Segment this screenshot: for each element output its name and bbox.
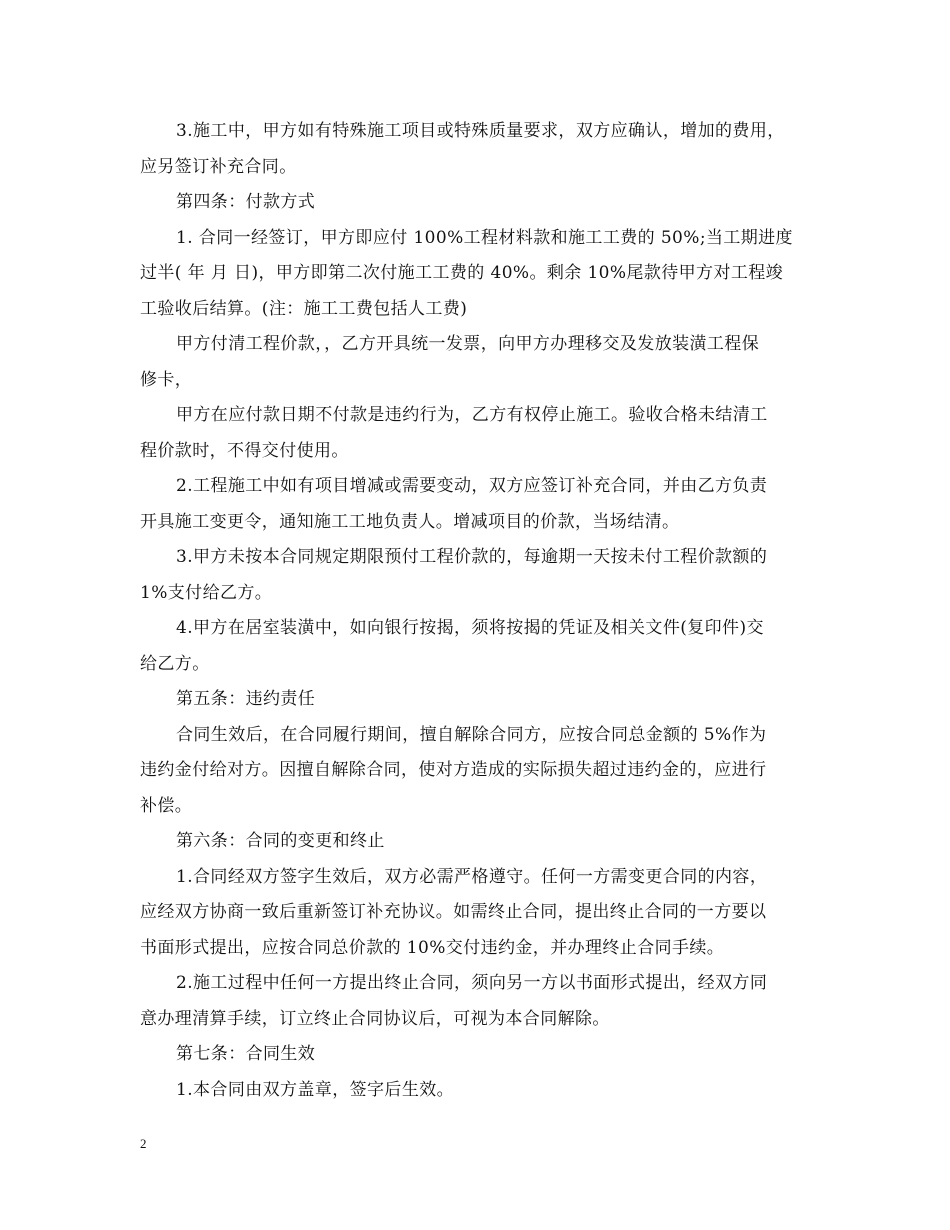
paragraph bbox=[140, 114, 830, 185]
paragraph-line: 2.施工过程中任何一方提出终止合同，须向另一方以书面形式提出，经双方同 bbox=[176, 973, 768, 993]
paragraph-line: 程价款时，不得交付使用。 bbox=[140, 440, 349, 461]
paragraph-line: 1.本合同由双方盖章，签字后生效。 bbox=[176, 1079, 455, 1100]
paragraph-line: 应另签订补充合同。 bbox=[140, 156, 297, 177]
paragraph bbox=[140, 469, 830, 540]
paragraph-line: 4.甲方在居室装潢中，如向银行按揭，须将按揭的凭证及相关文件(复印件)交 bbox=[176, 618, 764, 638]
paragraph-line: 3.施工中，甲方如有特殊施工项目或特殊质量要求，双方应确认，增加的费用， bbox=[176, 121, 785, 141]
paragraph-line: 第四条：付款方式 bbox=[176, 192, 316, 212]
paragraph-line: 开具施工变更令，通知施工工地负责人。增减项目的价款，当场结清。 bbox=[140, 511, 680, 532]
paragraph bbox=[140, 221, 830, 328]
paragraph bbox=[140, 718, 830, 825]
paragraph-line: 第六条：合同的变更和终止 bbox=[176, 831, 385, 851]
paragraph-line: 违约金付给对方。因擅自解除合同，使对方造成的实际损失超过违约金的，应进行 bbox=[140, 760, 767, 780]
paragraph-line: 过半( 年 月 日)，甲方即第二次付施工工费的 40%。剩余 10%尾款待甲方对工程竣 bbox=[140, 263, 784, 283]
document-body bbox=[140, 114, 830, 1108]
paragraph-line: 应经双方协商一致后重新签订补充协议。如需终止合同，提出终止合同的一方要以 bbox=[140, 902, 767, 922]
paragraph-line: 第七条：合同生效 bbox=[176, 1044, 316, 1064]
paragraph bbox=[140, 824, 830, 860]
paragraph-line: 修卡， bbox=[140, 369, 193, 390]
paragraph-line: 合同生效后，在合同履行期间，擅自解除合同方，应按合同总金额的 5%作为 bbox=[176, 724, 767, 745]
paragraph bbox=[140, 860, 830, 967]
paragraph-line: 1%支付给乙方。 bbox=[140, 582, 273, 603]
paragraph bbox=[140, 1037, 830, 1073]
paragraph-line: 工验收后结算。(注：施工工费包括人工费) bbox=[140, 298, 468, 319]
paragraph-line: 1.合同经双方签字生效后，双方必需严格遵守。任何一方需变更合同的内容， bbox=[176, 866, 768, 887]
paragraph bbox=[140, 1073, 830, 1109]
paragraph-line: 1. 合同一经签订，甲方即应付 100%工程材料款和施工工费的 50%;当工期进度 bbox=[176, 227, 793, 248]
page-number: 2 bbox=[140, 1136, 147, 1151]
paragraph bbox=[140, 327, 830, 398]
paragraph-line: 3.甲方未按本合同规定期限预付工程价款的，每逾期一天按未付工程价款额的 bbox=[176, 547, 768, 567]
paragraph bbox=[140, 966, 830, 1037]
paragraph-line: 甲方在应付款日期不付款是违约行为，乙方有权停止施工。验收合格未结清工 bbox=[176, 405, 768, 425]
paragraph-line: 补偿。 bbox=[140, 795, 193, 816]
paragraph-line: 甲方付清工程价款，，乙方开具统一发票，向甲方办理移交及发放装潢工程保 bbox=[176, 334, 760, 354]
paragraph bbox=[140, 185, 830, 221]
paragraph-line: 2.工程施工中如有项目增减或需要变动，双方应签订补充合同，并由乙方负责 bbox=[176, 476, 768, 496]
paragraph bbox=[140, 398, 830, 469]
paragraph-line: 书面形式提出，应按合同总价款的 10%交付违约金，并办理终止合同手续。 bbox=[140, 937, 725, 958]
paragraph bbox=[140, 682, 830, 718]
paragraph-line: 第五条：违约责任 bbox=[176, 689, 316, 709]
paragraph bbox=[140, 540, 830, 611]
paragraph bbox=[140, 611, 830, 682]
paragraph-line: 给乙方。 bbox=[140, 653, 210, 674]
paragraph-line: 意办理清算手续，订立终止合同协议后，可视为本合同解除。 bbox=[140, 1008, 610, 1029]
